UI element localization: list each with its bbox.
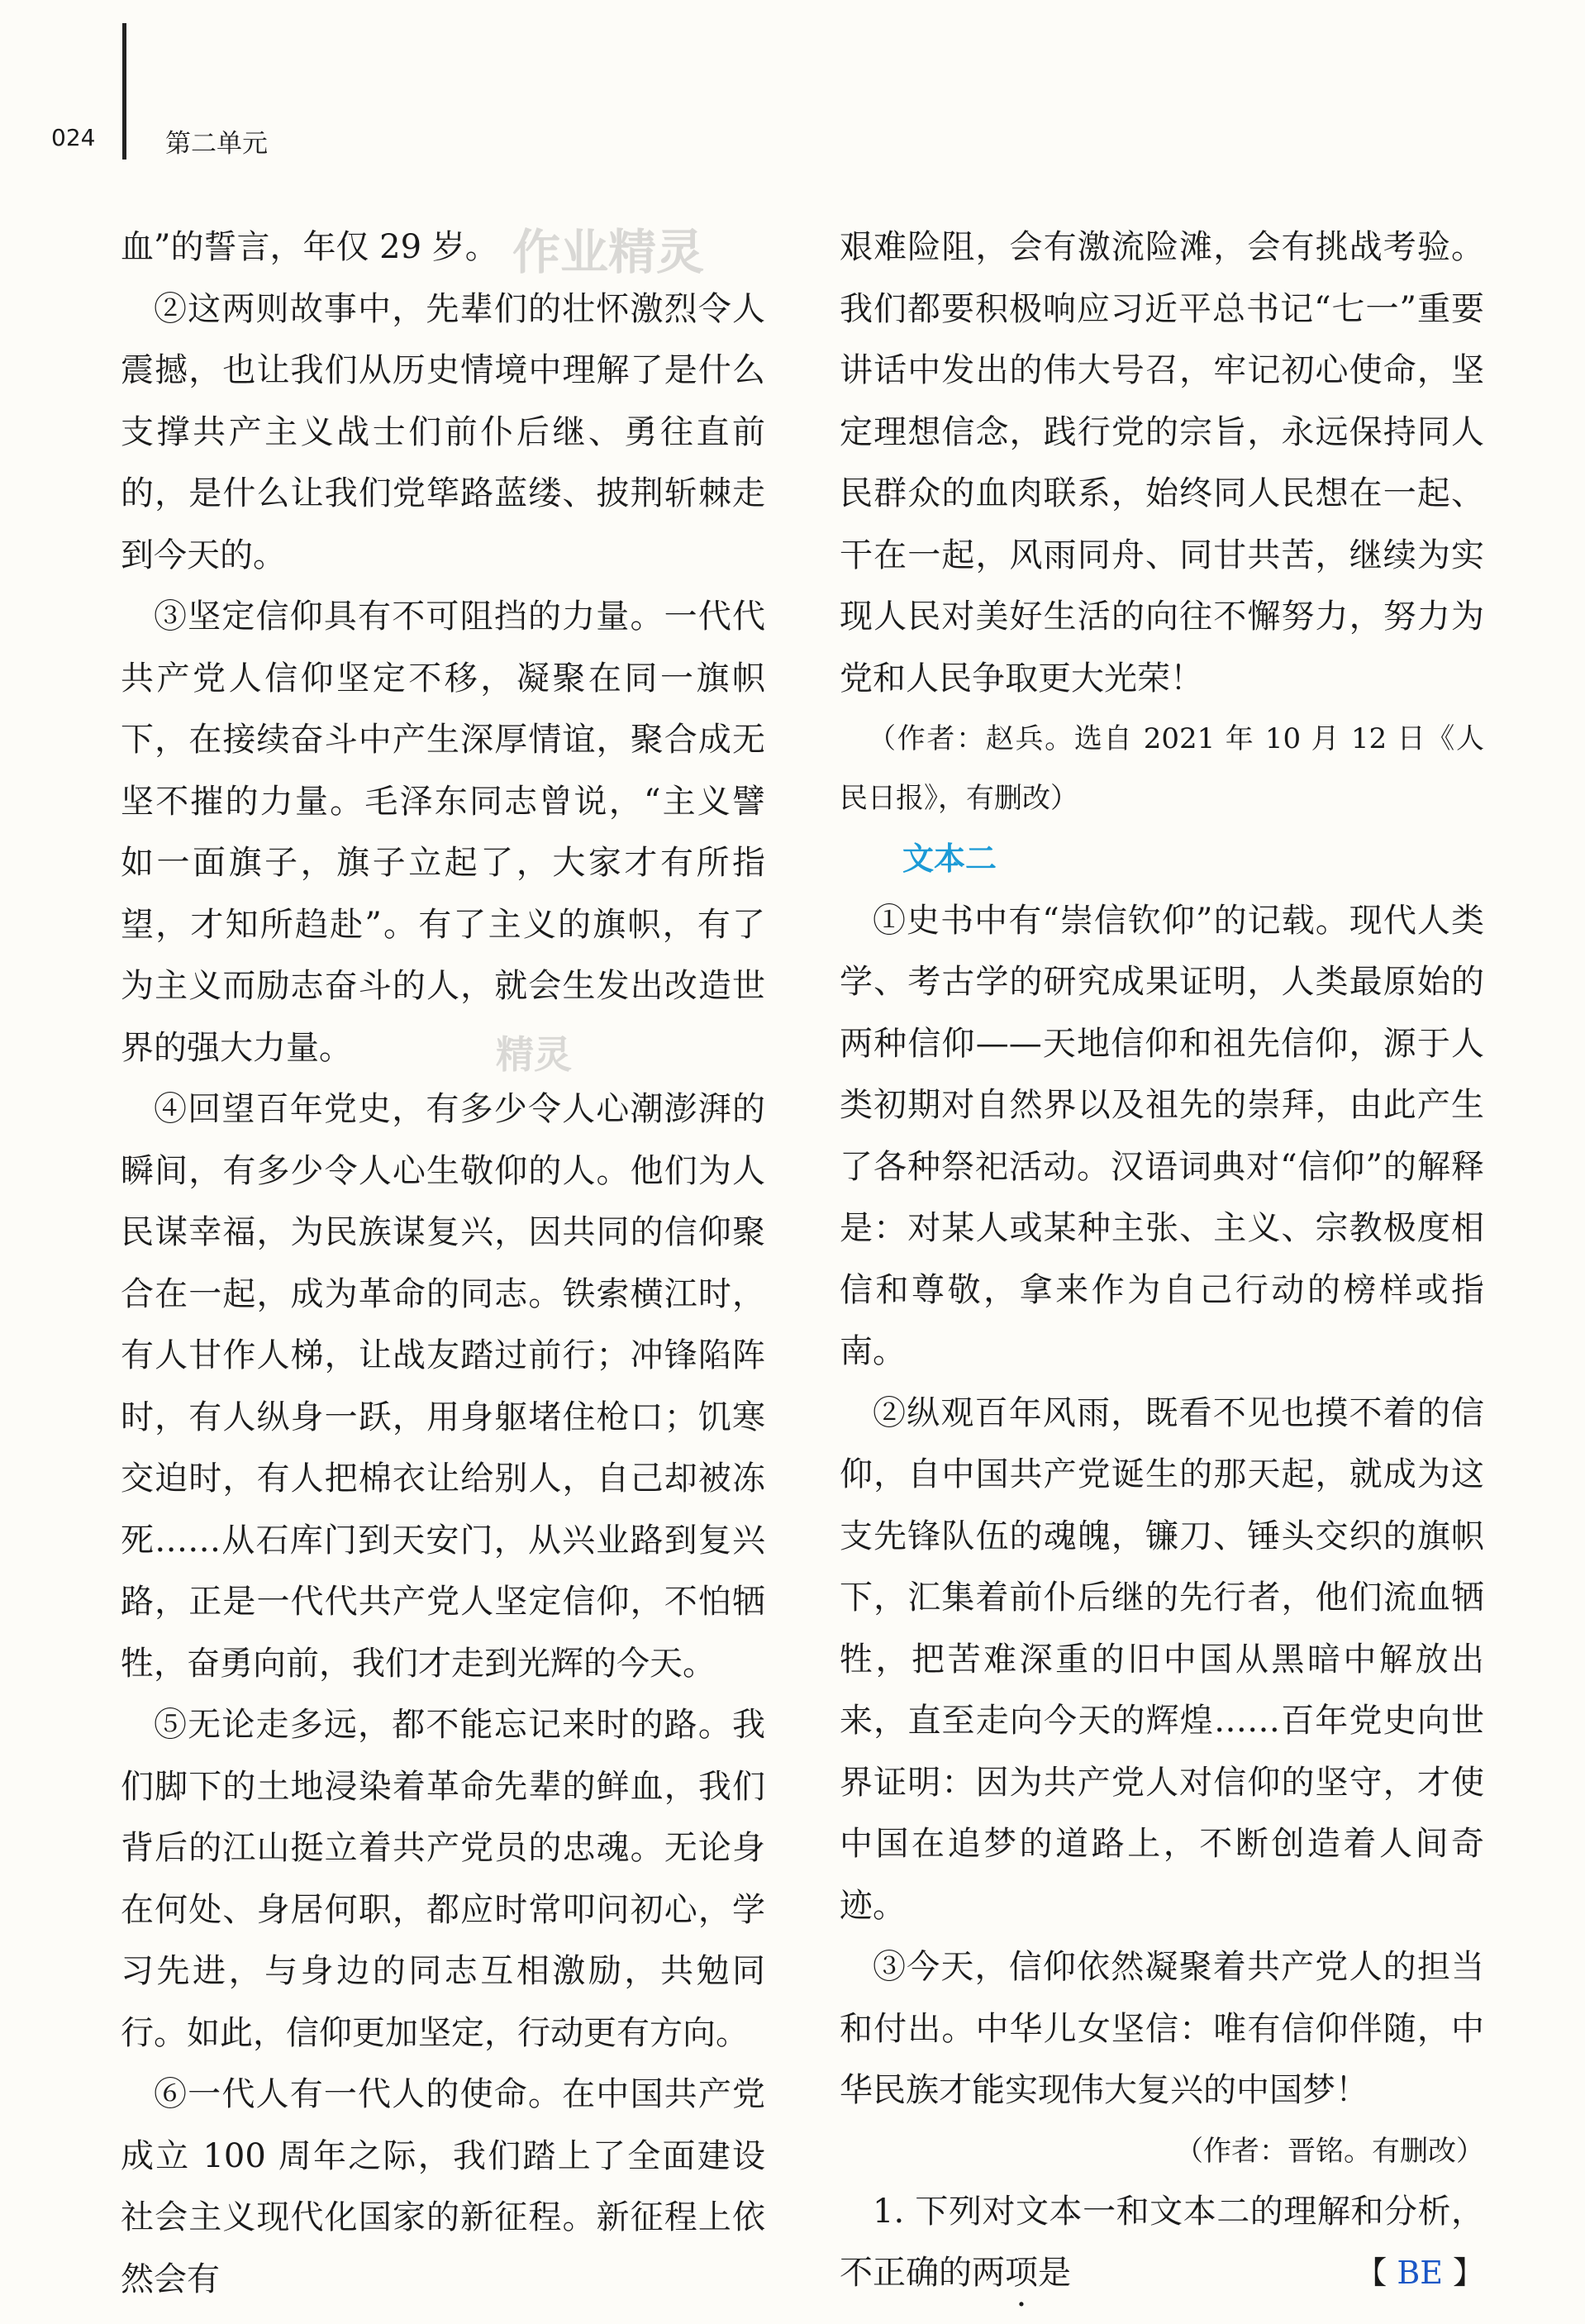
- question-stem-after: 是: [1038, 2254, 1071, 2292]
- source-note-1: （作者：赵兵。选自 2021 年 10 月 12 日《人民日报》，有删改）: [840, 722, 1484, 815]
- answer-value: BE: [1397, 2255, 1443, 2291]
- text2-paragraph-1: ①史书中有“崇信钦仰”的记载。现代人类学、考古学的研究成果证明，人类最原始的两种信仰——天地信仰和祖先信仰，源于人类初期对自然界以及祖先的崇拜，由此产生了各种祭祀活动。汉语词典对“信仰”的解释是：对某人或某种主张、主义、宗教极度相信和尊敬，拿来作为自己行动的榜样或指南。: [840, 901, 1484, 1370]
- bracket-open: 【: [1355, 2255, 1387, 2291]
- left-column: [121, 217, 765, 2310]
- source-note-2: （作者：晋铭。有删改）: [1175, 2134, 1484, 2168]
- header-divider: [122, 23, 126, 160]
- right-column: [840, 217, 1484, 2304]
- bracket-close: 】: [1452, 2255, 1484, 2291]
- section-title-text-two: 文本二: [902, 841, 997, 877]
- watermark-middle: 精灵: [496, 1032, 572, 1077]
- unit-title: 第二单元: [165, 129, 268, 159]
- paragraph-continuation: 血”的誓言，年仅 29 岁。: [121, 228, 498, 266]
- paragraph-5: ⑤无论走多远，都不能忘记来时的路。我们脚下的土地浸染着革命先辈的鲜血，我们背后的江山挺立着共产党员的忠魂。无论身在何处、身居何职，都应时常叩问初心，学习先进，与身边的同志互相激励，共勉同行。如此，信仰更加坚定，行动更有方向。: [121, 1706, 765, 2052]
- question-1: [840, 2181, 1484, 2304]
- paragraph-4: ④回望百年党史，有多少令人心潮澎湃的瞬间，有多少令人心生敬仰的人。他们为人民谋幸福，为民族谋复兴，因共同的信仰聚合在一起，成为革命的同志。铁索横江时，有人甘作人梯，让战友踏过前行；冲锋陷阵时，有人纵身一跃，用身躯堵住枪口；饥寒交迫时，有人把棉衣让给别人，自己却被冻死……从石库门到天安门，从兴业路到复兴路，正是一代代共产党人坚定信仰，不怕牺牲，奋勇向前，我们才走到光辉的今天。: [121, 1090, 765, 1683]
- paragraph-3: ③坚定信仰具有不可阻挡的力量。一代代共产党人信仰坚定不移，凝聚在同一旗帜下，在接续奋斗中产生深厚情谊，聚合成无坚不摧的力量。毛泽东同志曾说，“主义譬如一面旗子，旗子立起了，大家才有所指望，才知所趋赴”。有了主义的旗帜，有了为主义而励志奋斗的人，就会生发出改造世界的强大力量。: [121, 598, 765, 1067]
- paragraph-6: ⑥一代人有一代人的使命。在中国共产党成立 100 周年之际，我们踏上了全面建设社会主义现代化国家的新征程。新征程上依然会有: [121, 2075, 765, 2298]
- text2-paragraph-2: ②纵观百年风雨，既看不见也摸不着的信仰，自中国共产党诞生的那天起，就成为这支先锋队伍的魂魄，镰刀、锤头交织的旗帜下，汇集着前仆后继的先行者，他们流血牺牲，把苦难深重的旧中国从黑暗中解放出来，直至走向今天的辉煌……百年党史向世界证明：因为共产党人对信仰的坚守，才使中国在追梦的道路上，不断创造着人间奇迹。: [840, 1393, 1484, 1925]
- text2-paragraph-3: ③今天，信仰依然凝聚着共产党人的担当和付出。中华儿女坚信：唯有信仰伴随，中华民族才能实现伟大复兴的中国梦！: [840, 1948, 1484, 2109]
- question-stem-before: 1. 下列对文本一和文本二的理解和分析，不正确的: [840, 2192, 1484, 2292]
- paragraph-2: ②这两则故事中，先辈们的壮怀激烈令人震撼，也让我们从历史情境中理解了是什么支撑共产主义战士们前仆后继、勇往直前的，是什么让我们党筚路蓝缕、披荆斩棘走到今天的。: [121, 289, 765, 574]
- watermark-top: 作业精灵: [512, 224, 705, 280]
- page-number: 024: [51, 124, 96, 151]
- question-emphasis: 两项: [972, 2254, 1038, 2292]
- paragraph-continuation-right: 艰难险阻，会有激流险滩，会有挑战考验。我们都要积极响应习近平总书记“七一”重要讲话中发出的伟大号召，牢记初心使命，坚定理想信念，践行党的宗旨，永远保持同人民群众的血肉联系，始终同人民想在一起、干在一起，风雨同舟、同甘共苦，继续为实现人民对美好生活的向往不懈努力，努力为党和人民争取更大光荣！: [840, 228, 1484, 698]
- answer-bracket: [1355, 2242, 1484, 2304]
